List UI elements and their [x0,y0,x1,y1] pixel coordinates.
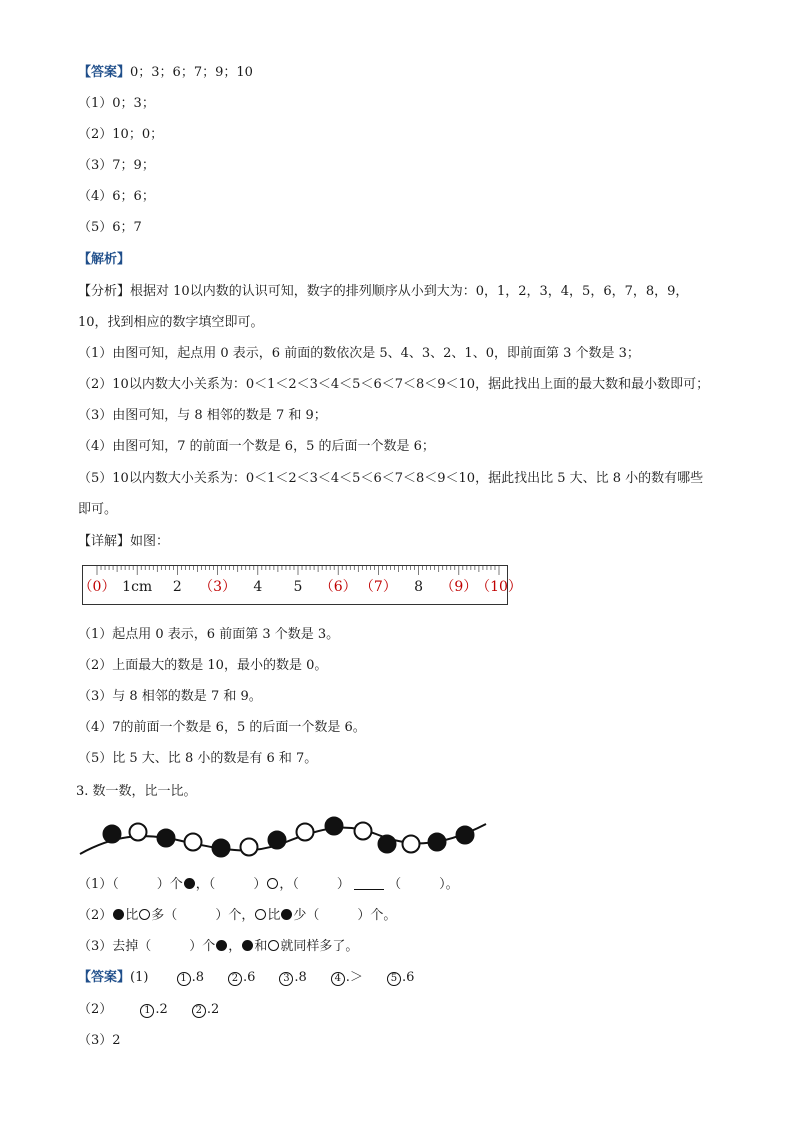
detail-item-1: （1）起点用 0 表示，6 前面第 3 个数是 3。 [78,627,340,642]
ruler-figure [78,565,522,605]
q2-text-f: 少（ [293,908,320,923]
filled-bead [326,818,343,835]
answer3-line-2 [78,1001,219,1019]
q1-text-c: ，（ [195,877,216,892]
q3-text-d: 和 [254,939,268,954]
hollow-bead [297,824,314,841]
ruler-label: （3） [199,579,237,595]
ruler-label: 8 [414,579,424,595]
hollow-bead [241,839,258,856]
filled-bead [457,827,474,844]
circled-number-icon: 4 [331,972,345,986]
answer-tag: 【答案】 [78,65,131,80]
answer3-value: .＞ [345,970,363,985]
hollow-bead [403,836,420,853]
filled-bead [429,834,446,851]
q1-text-g: （ [388,877,402,892]
detail-item-3: （3）与 8 相邻的数是 7 和 9。 [78,689,262,704]
analysis-tag: 【解析】 [78,252,131,267]
hollow-circle-icon [267,878,278,889]
hollow-circle-icon [139,909,150,920]
filled-bead [213,840,230,857]
answer3-value: .8 [191,970,204,985]
detail-item-5: （5）比 5 大、比 8 小的数是有 6 和 7。 [78,751,318,766]
analysis-item-5: （5）10以内数大小关系为：0＜1＜2＜3＜4＜5＜6＜7＜8＜9＜10，据此找出比 5 大、比 8 小的数有哪些 [78,471,704,486]
q3-text-c: ， [228,939,242,954]
answer-line [78,64,253,82]
circled-number-icon: 2 [192,1004,206,1018]
bead-string-figure [76,812,496,862]
q3-line-3 [78,938,358,956]
question-3-title: 3. 数一数，比一比。 [76,784,197,799]
q1-text-b: ）个 [156,877,183,892]
hollow-bead [185,834,202,851]
fenxi-tag: 【分析】 [78,284,131,299]
answer-item-5: （5）6；7 [78,220,142,235]
detail-item-4: （4）7的前面一个数是 6，5 的后面一个数是 6。 [78,720,366,735]
compare-blank[interactable] [354,877,384,890]
detail-heading [78,533,169,551]
analysis-item-3: （3）由图可知，与 8 相邻的数是 7 和 9； [78,408,327,423]
hollow-circle-icon [268,940,279,951]
hollow-circle-icon [255,909,266,920]
filled-circle-icon [113,909,124,920]
answer3-value: .2 [155,1002,168,1017]
q1-text-d: ） [253,877,267,892]
circled-number-icon: 3 [279,972,293,986]
q3-text-a: （3）去掉（ [78,939,152,954]
hollow-bead [355,823,372,840]
answer3-item [192,1002,219,1017]
filled-bead [379,836,396,853]
analysis-item-2: （2）10以内数大小关系为：0＜1＜2＜3＜4＜5＜6＜7＜8＜9＜10，据此找出上面的最大数和最小数即可； [78,377,710,392]
ruler-label: （6） [319,579,357,595]
q2-text-g: ）个。 [357,908,397,923]
answer3-value: .6 [242,970,256,985]
answer3-items-2 [116,1002,219,1017]
answer3-item [228,970,255,985]
ruler-label: 5 [293,579,303,595]
answer3-prefix-1: (1) [130,970,149,985]
q2-text-c: 多（ [151,908,178,923]
q3-text-e: 就同样多了。 [280,939,359,954]
filled-bead [104,826,121,843]
bead-group [104,818,474,857]
filled-circle-icon [216,940,227,951]
analysis-item-5-cont: 即可。 [78,502,118,517]
ruler-label: （7） [359,579,397,595]
q1-text-a: （1）（ [78,877,119,892]
q2-text-d: ）个， [215,908,255,923]
filled-circle-icon [242,940,253,951]
filled-circle-icon [184,878,195,889]
q3-text-b: ）个 [189,939,216,954]
answer-item-4: （4）6；6； [78,189,155,204]
answer3-item [177,970,204,985]
fenxi-line-1 [78,283,688,301]
ruler-label: （10） [476,579,522,595]
ruler-label: （0） [78,579,116,595]
answer3-line-3: （3）2 [78,1033,121,1048]
q2-text-e: 比 [267,908,281,923]
circled-number-icon: 5 [387,972,401,986]
q1-text-e: ，（ [279,877,299,892]
answer-main: 0；3；6；7；9；10 [130,65,253,80]
detail-tag: 【详解】 [78,534,131,549]
answer-item-3: （3）7；9； [78,158,155,173]
analysis-item-1: （1）由图可知，起点用 0 表示，6 前面的数依次是 5、4、3、2、1、0，即前面第 3 个数是 3； [78,346,640,361]
answer3-item [279,970,306,985]
answer-item-1: （1）0；3； [78,96,155,111]
ruler-label: 1cm [122,579,153,595]
circled-number-icon: 2 [228,972,242,986]
filled-bead [158,830,175,847]
ruler-label: 2 [172,579,182,595]
answer3-items-1 [153,970,415,985]
analysis-item-4: （4）由图可知，7 的前面一个数是 6，5 的后面一个数是 6； [78,439,435,454]
answer3-value: .2 [206,1002,220,1017]
q2-text-b: 比 [125,908,139,923]
hollow-bead [130,824,147,841]
fenxi-line-2: 10，找到相应的数字填空即可。 [78,315,264,330]
ruler-label: 4 [253,579,263,595]
answer3-prefix-2: （2） [78,1002,113,1017]
answer3-item [140,1002,167,1017]
q3-line-1 [78,876,459,894]
ruler-label: （9） [440,579,478,595]
q1-text-f: ） [336,877,350,892]
filled-circle-icon [281,909,292,920]
detail-item-2: （2）上面最大的数是 10，最小的数是 0。 [78,658,328,673]
q1-text-h: ）。 [439,877,459,892]
q3-line-2 [78,907,396,925]
filled-bead [269,832,286,849]
answer-item-2: （2）10；0； [78,127,164,142]
circled-number-icon: 1 [140,1004,154,1018]
answer3-value: .6 [401,970,415,985]
answer3-item [331,970,363,985]
q2-text-a: （2） [78,908,113,923]
analysis-heading [78,251,130,269]
circled-number-icon: 1 [177,972,191,986]
fenxi-text-1: 根据对 10以内数的认识可知，数字的排列顺序从小到大为：0，1，2，3，4，5，6，7，8，9， [130,284,689,299]
detail-text: 如图： [130,534,170,549]
answer3-value: .8 [294,970,307,985]
answer3-tag: 【答案】 [78,970,131,985]
answer3-line-1 [78,969,414,987]
answer3-item [387,970,414,985]
